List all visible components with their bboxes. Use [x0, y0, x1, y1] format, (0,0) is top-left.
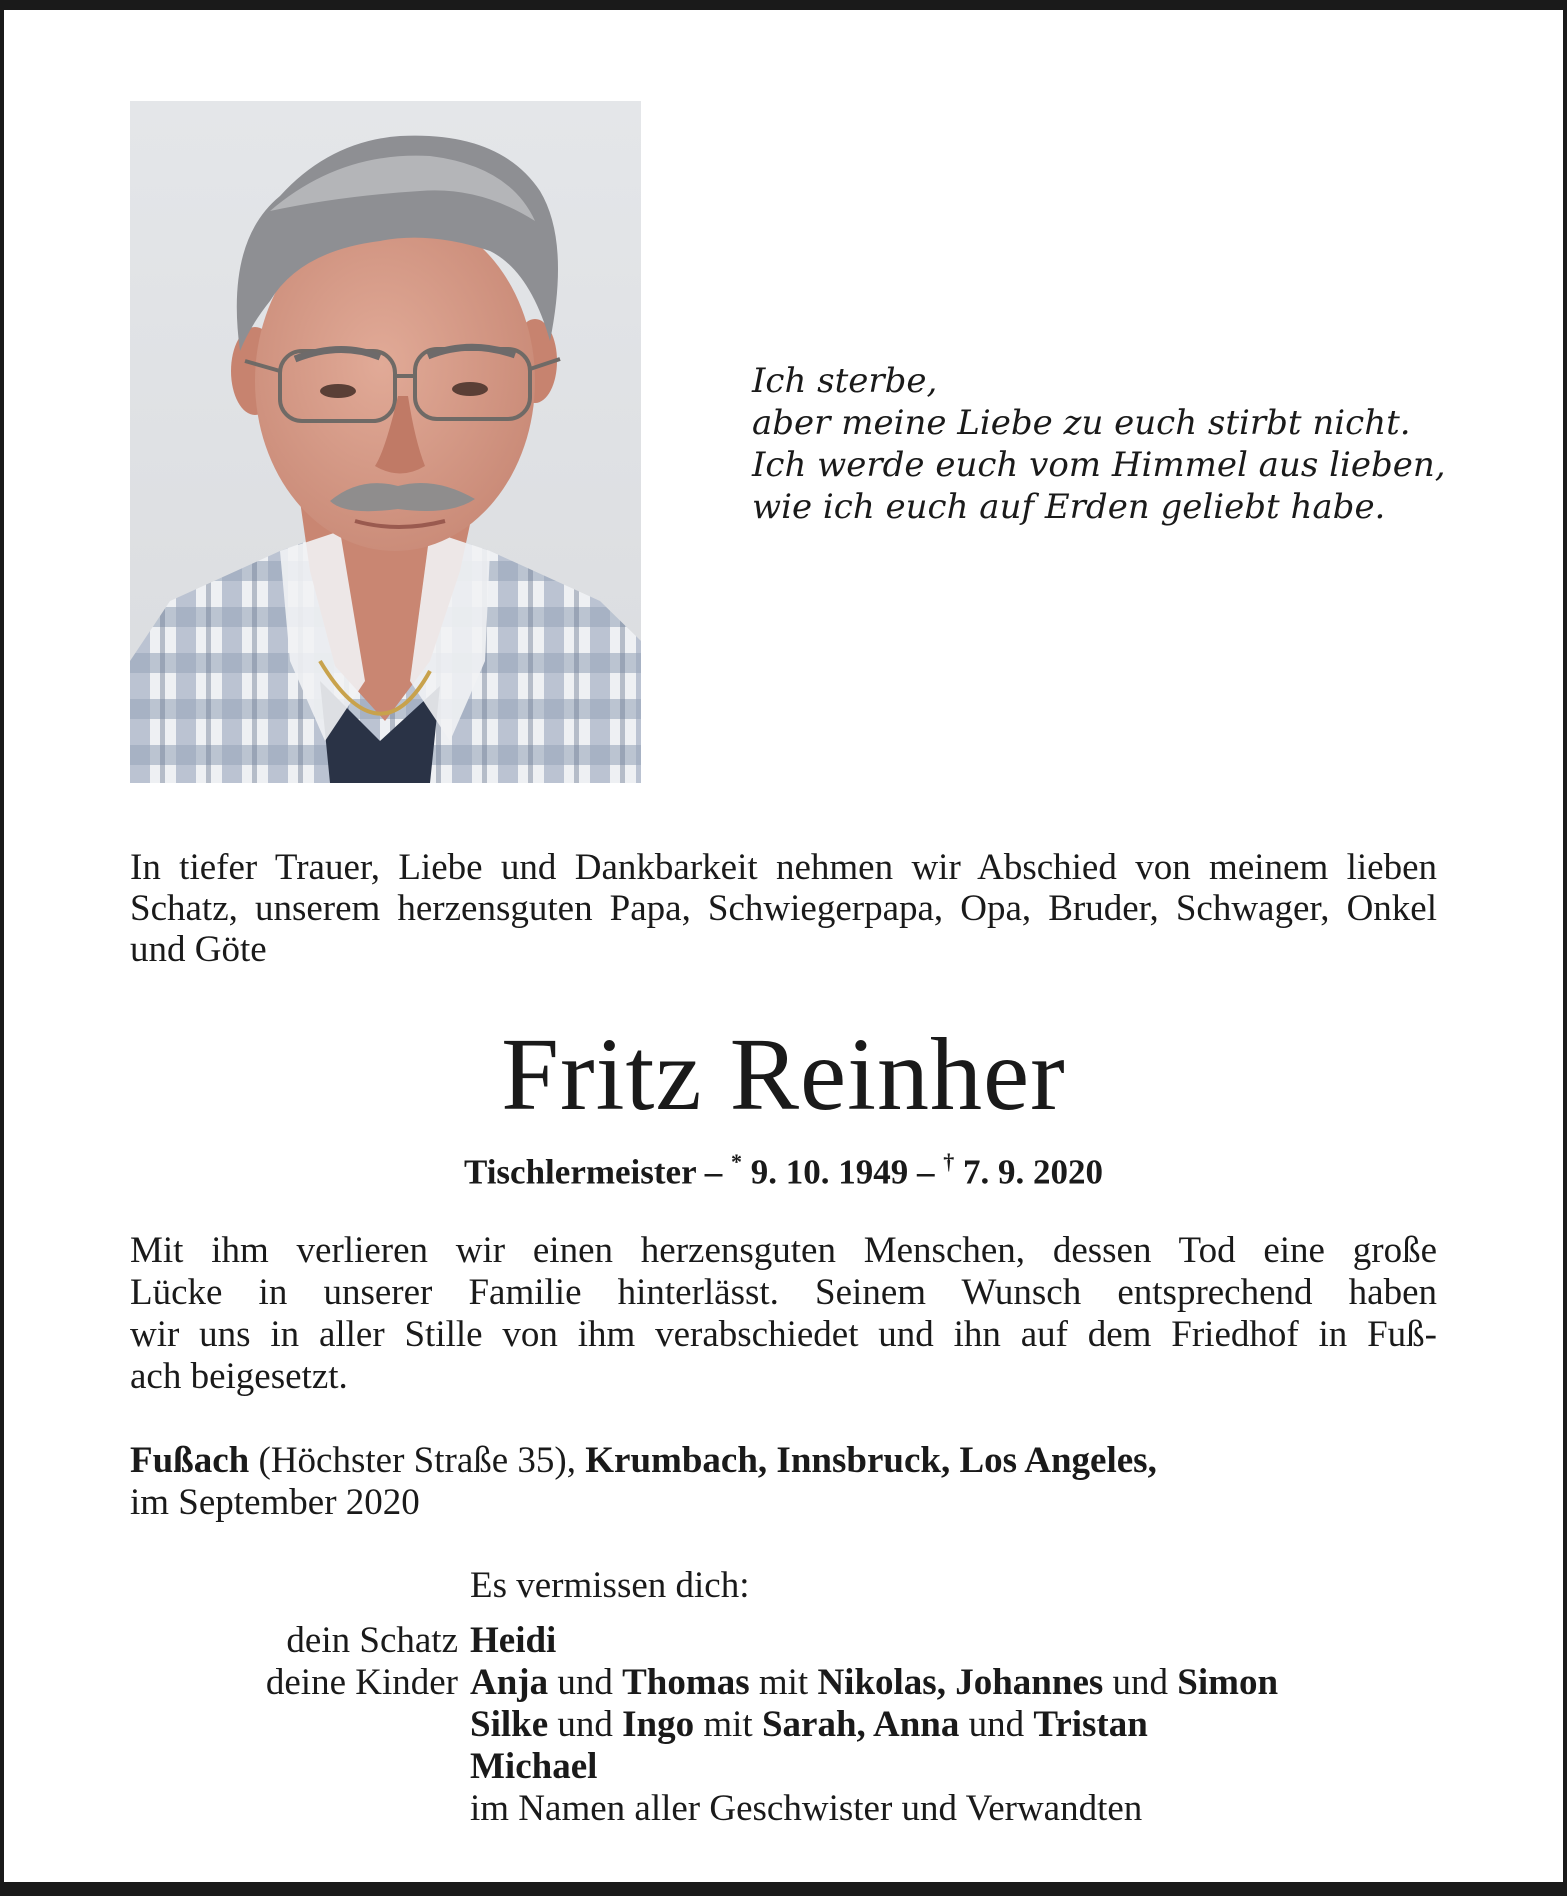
profession-and-dates	[130, 1142, 1437, 1195]
portrait-photo	[130, 101, 641, 783]
places-other: Krumbach, Innsbruck, Los Angeles,	[585, 1440, 1157, 1481]
death-symbol: †	[943, 1149, 955, 1174]
poem-line: aber meine Liebe zu euch stirbt nicht.	[752, 403, 1411, 443]
conjunction: mit	[749, 1662, 818, 1703]
birth-symbol: *	[730, 1149, 742, 1174]
separator: –	[908, 1152, 944, 1192]
mourner-row	[130, 1620, 1450, 1662]
mourner-name: Nikolas, Johannes	[817, 1662, 1104, 1703]
mourners-list	[130, 1620, 1450, 1830]
mourner-name: Thomas	[622, 1662, 750, 1703]
mourner-row	[130, 1662, 1450, 1704]
role-label: deine Kinder	[265, 1662, 458, 1703]
mourner-row	[130, 1746, 1450, 1788]
deceased-name: Fritz Reinher	[501, 1017, 1066, 1132]
intro-paragraph: In tiefer Trauer, Liebe und Dankbarkeit nehmen wir Abschied von meinem lieben Schatz, unserem herzensguten Papa, Schwiegerpapa, Opa, Bruder, Schwager, Onkel und Göte	[130, 847, 1437, 970]
poem-line: Ich sterbe,	[752, 361, 938, 401]
date-line: im September 2020	[130, 1482, 420, 1523]
body-paragraph	[130, 1230, 1437, 1398]
mourners-footer: im Namen aller Geschwister und Verwandten	[470, 1788, 1143, 1829]
memorial-poem	[752, 360, 1452, 528]
conjunction: und	[959, 1704, 1034, 1745]
poem-line: Ich werde euch vom Himmel aus lieben,	[752, 445, 1446, 485]
profession: Tischlermeister	[464, 1152, 696, 1192]
body-line: Mit ihm verlieren wir einen herzensguten Menschen, dessen Tod eine große	[130, 1230, 1437, 1271]
mourner-name: Ingo	[622, 1704, 695, 1745]
places-block	[130, 1440, 1437, 1524]
conjunction: mit	[694, 1704, 762, 1745]
place-primary: Fußach	[130, 1440, 250, 1481]
body-line: Lücke in unserer Familie hinterlässt. Seinem Wunsch entsprechend haben	[130, 1272, 1437, 1313]
mourner-name: Anja	[470, 1662, 549, 1703]
mourner-name: Silke	[470, 1704, 549, 1745]
mourner-name: Sarah, Anna	[761, 1704, 960, 1745]
conjunction: und	[548, 1704, 623, 1745]
mourner-row	[130, 1788, 1450, 1830]
body-line: ach beigesetzt.	[130, 1356, 348, 1397]
death-date: 7. 9. 2020	[954, 1152, 1103, 1192]
body-line: wir uns in aller Stille von ihm verabschiedet und ihn auf dem Friedhof in Fuß-	[130, 1314, 1437, 1355]
mourner-name: Heidi	[470, 1620, 557, 1661]
mourner-row	[130, 1704, 1450, 1746]
birth-date: 9. 10. 1949	[741, 1152, 909, 1192]
address: (Höchster Straße 35),	[249, 1440, 586, 1481]
mourners-heading: Es vermissen dich:	[470, 1565, 750, 1606]
separator: –	[695, 1152, 731, 1192]
conjunction: und	[548, 1662, 623, 1703]
role-label: dein Schatz	[286, 1620, 458, 1661]
poem-line: wie ich euch auf Erden geliebt habe.	[752, 487, 1386, 527]
conjunction: und	[1103, 1662, 1178, 1703]
mourner-name: Michael	[470, 1746, 598, 1787]
mourner-name: Tristan	[1033, 1704, 1148, 1745]
mourner-name: Simon	[1177, 1662, 1279, 1703]
